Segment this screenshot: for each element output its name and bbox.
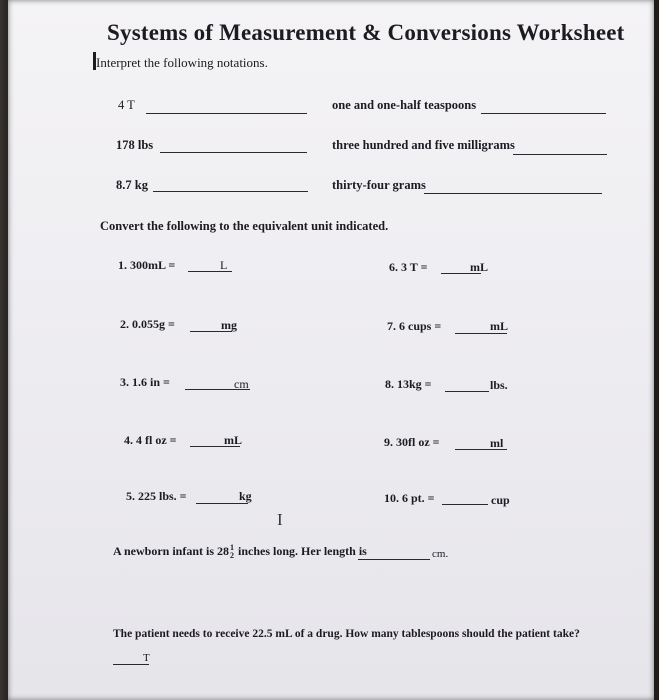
conversion-question: 7. 6 cups =	[387, 319, 442, 333]
conversion-question: 5. 225 lbs. =	[126, 489, 187, 503]
notation-item: 8.7 kg	[116, 178, 148, 192]
answer-line[interactable]	[481, 113, 606, 114]
conversion-unit: mL	[224, 433, 242, 447]
answer-line[interactable]	[442, 504, 488, 505]
conversion-unit: mL	[490, 319, 508, 333]
newborn-problem-pre: A newborn infant is 28	[113, 544, 230, 558]
answer-line[interactable]	[513, 154, 607, 155]
notation-item: one and one-half teaspoons	[332, 98, 477, 112]
conversion-unit: cm	[234, 377, 249, 391]
newborn-unit: cm.	[432, 548, 449, 560]
conversion-unit: cup	[491, 493, 510, 507]
answer-line[interactable]	[445, 391, 489, 392]
answer-line[interactable]	[424, 193, 602, 194]
drug-unit: T	[143, 652, 150, 664]
conversion-unit: mL	[470, 260, 488, 274]
conversion-question: 4. 4 fl oz =	[124, 433, 177, 447]
conversion-unit: L	[220, 258, 228, 272]
conversion-question: 1. 300mL =	[118, 258, 176, 272]
notation-item: three hundred and five milligrams	[332, 138, 515, 152]
answer-line[interactable]	[146, 113, 307, 114]
conversion-question: 3. 1.6 in =	[120, 375, 170, 389]
conversion-question: 10. 6 pt. =	[384, 491, 435, 505]
conversion-question: 8. 13kg =	[385, 377, 432, 391]
fraction	[230, 544, 234, 560]
conversion-unit: kg	[239, 489, 252, 503]
worksheet-page	[8, 0, 654, 700]
newborn-problem-post: inches long. Her length is	[238, 544, 367, 558]
notation-item: 178 lbs	[116, 138, 154, 152]
conversion-unit: mg	[221, 318, 237, 332]
fraction-numerator: 1	[230, 543, 235, 553]
i-beam-cursor-icon: I	[277, 510, 283, 529]
conversion-question: 6. 3 T =	[389, 260, 428, 274]
answer-line[interactable]	[113, 664, 149, 665]
conversion-unit: lbs.	[490, 378, 508, 392]
section2-instruction: Convert the following to the equivalent unit indicated.	[100, 219, 389, 233]
answer-line[interactable]	[153, 191, 308, 192]
conversion-question: 9. 30fl oz =	[384, 435, 440, 449]
conversion-question: 2. 0.055g =	[120, 317, 175, 331]
drug-problem: The patient needs to receive 22.5 mL of a drug. How many tablespoons should the patient take?	[113, 628, 580, 640]
section1-instruction: Interpret the following notations.	[96, 55, 268, 70]
worksheet-title: Systems of Measurement & Conversions Worksheet	[107, 20, 625, 45]
answer-line[interactable]	[358, 559, 430, 560]
answer-line[interactable]	[160, 152, 307, 153]
notation-item: thirty-four grams	[332, 178, 426, 192]
notation-item: 4 T	[118, 98, 135, 112]
newborn-problem	[113, 544, 367, 560]
fraction-denominator: 2	[230, 551, 235, 561]
conversion-unit: ml	[490, 436, 504, 450]
